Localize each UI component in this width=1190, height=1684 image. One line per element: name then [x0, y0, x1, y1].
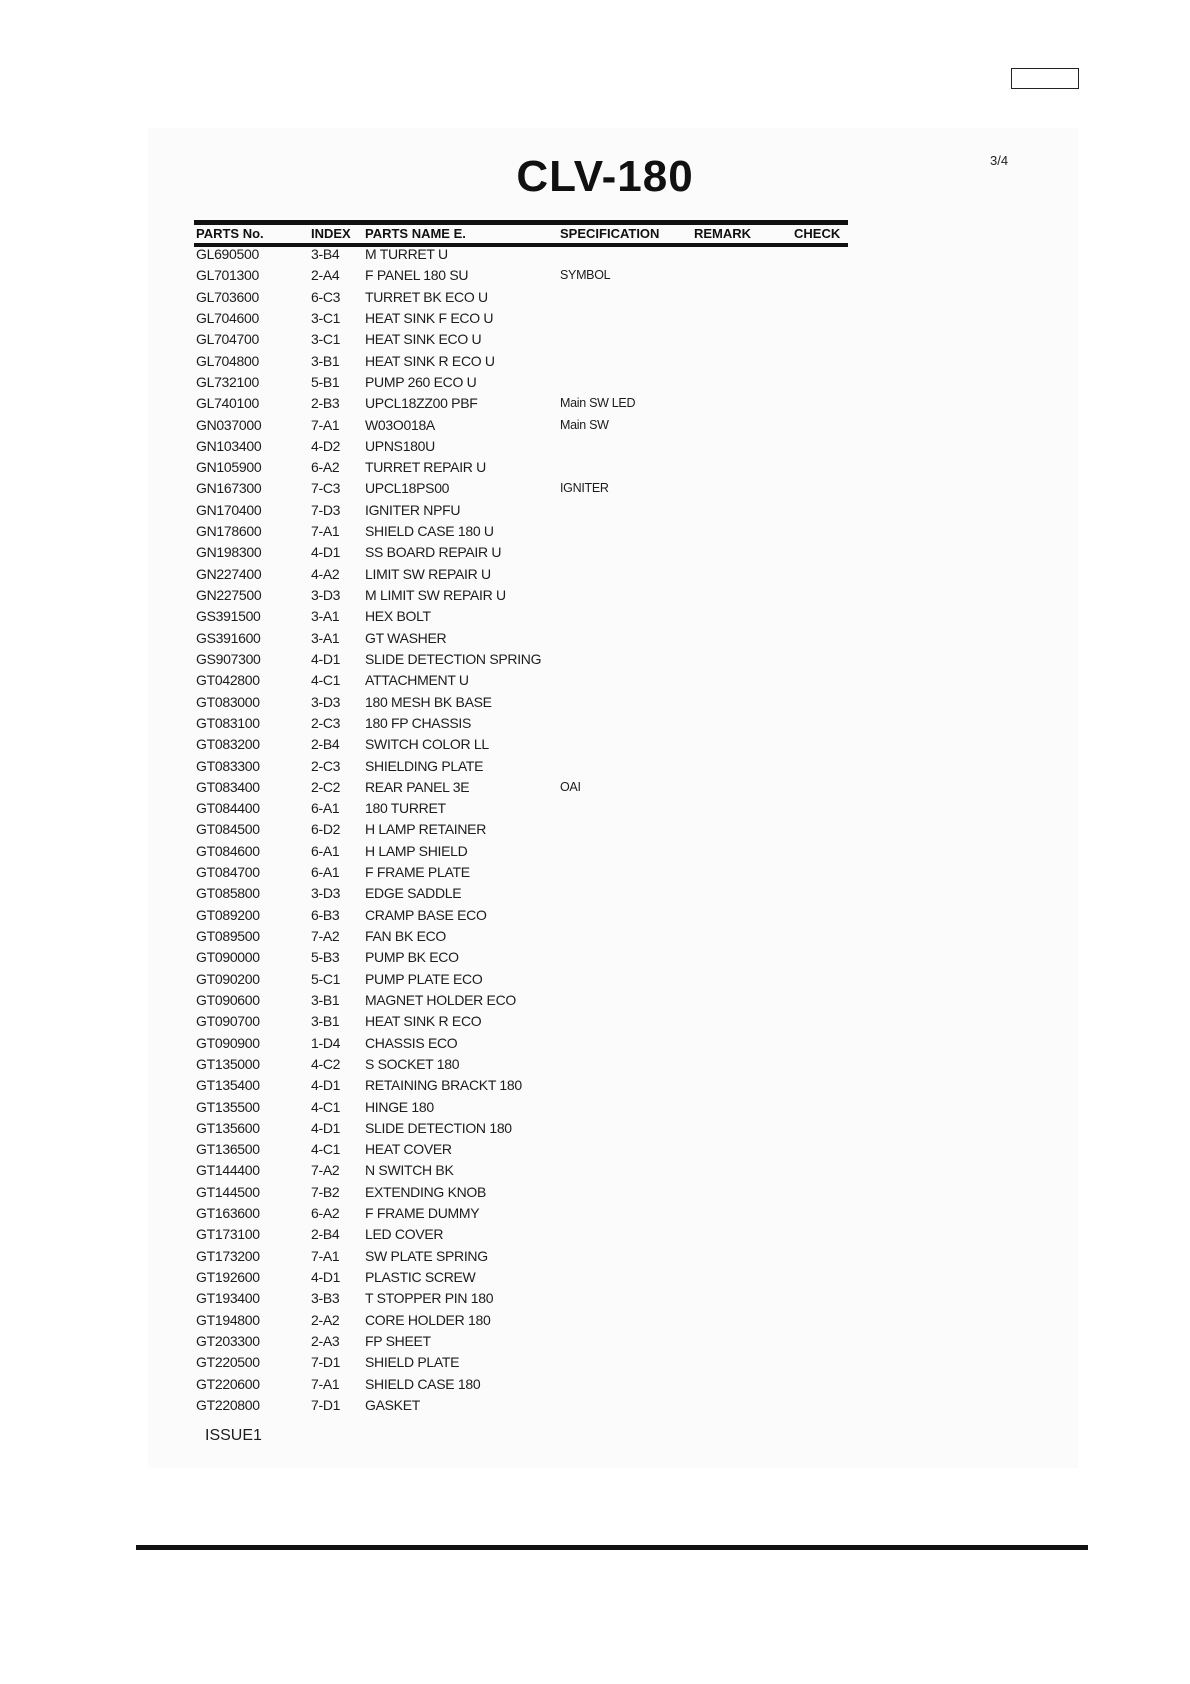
part-name: SHIELD PLATE	[365, 1354, 460, 1371]
table-row	[194, 862, 848, 883]
table-row	[194, 926, 848, 947]
index-cell: 4-D2	[311, 437, 341, 454]
table-row	[194, 564, 848, 585]
header-parts-name: PARTS NAME E.	[365, 226, 466, 241]
part-name: F PANEL 180 SU	[365, 267, 469, 284]
index-cell: 3-B4	[311, 246, 340, 262]
index-cell: 6-D2	[311, 821, 341, 838]
part-number: GT163600	[196, 1205, 260, 1222]
index-cell: 3-D3	[311, 885, 341, 902]
index-cell: 4-D1	[311, 544, 341, 561]
part-number: GT090200	[196, 970, 260, 987]
index-cell: 7-D1	[311, 1396, 341, 1413]
table-row	[194, 713, 848, 734]
part-name: LED COVER	[365, 1226, 444, 1243]
part-number: GT193400	[196, 1290, 260, 1307]
part-number: GL704800	[196, 352, 259, 369]
part-number: GT173200	[196, 1247, 260, 1264]
part-number: GS391600	[196, 629, 261, 646]
table-row	[194, 1395, 848, 1416]
index-cell: 4-C1	[311, 1098, 341, 1115]
index-cell: 3-D3	[311, 693, 341, 710]
part-number: GT220800	[196, 1396, 260, 1413]
part-name: REAR PANEL 3E	[365, 778, 470, 795]
part-name: TURRET BK ECO U	[365, 288, 488, 305]
footer-rule	[136, 1545, 1088, 1550]
index-cell: 1-D4	[311, 1034, 341, 1051]
table-row	[194, 478, 848, 499]
index-cell: 7-C3	[311, 480, 341, 497]
part-name: RETAINING BRACKT 180	[365, 1077, 522, 1094]
part-number: GT084500	[196, 821, 260, 838]
table-row	[194, 436, 848, 457]
part-number: GN227500	[196, 587, 262, 603]
specification-cell: OAI	[560, 779, 581, 794]
part-name: MAGNET HOLDER ECO	[365, 991, 516, 1008]
index-cell: 7-B2	[311, 1183, 340, 1200]
table-row	[194, 521, 848, 542]
index-cell: 3-B1	[311, 352, 340, 369]
index-cell: 3-A1	[311, 629, 340, 646]
table-row	[194, 1054, 848, 1075]
table-row	[194, 500, 848, 521]
part-number: GN170400	[196, 501, 262, 518]
part-number: GL703600	[196, 288, 259, 305]
index-cell: 7-A2	[311, 928, 340, 944]
specification-cell: Main SW LED	[560, 396, 636, 411]
index-cell: 3-A1	[311, 608, 340, 625]
table-row	[194, 841, 848, 862]
table-row	[194, 1203, 848, 1224]
part-number: GT090900	[196, 1034, 260, 1051]
part-number: GL740100	[196, 395, 259, 412]
part-name: EXTENDING KNOB	[365, 1183, 487, 1200]
part-name: M TURRET U	[365, 246, 448, 262]
table-row	[194, 1288, 848, 1309]
page-number: 3/4	[990, 153, 1009, 168]
part-number: GL704700	[196, 331, 259, 348]
index-cell: 4-D1	[311, 1119, 341, 1136]
part-name: SS BOARD REPAIR U	[365, 544, 502, 561]
specification-cell: Main SW	[560, 417, 609, 432]
part-name: HEAT SINK R ECO	[365, 1013, 482, 1030]
index-cell: 2-B3	[311, 395, 340, 412]
part-name: ATTACHMENT U	[365, 672, 469, 689]
part-name: UPCL18PS00	[365, 480, 450, 497]
part-number: GL732100	[196, 373, 259, 390]
index-cell: 4-D1	[311, 1077, 341, 1094]
table-row	[194, 1182, 848, 1203]
part-number: GT220600	[196, 1375, 260, 1392]
table-row	[194, 1310, 848, 1331]
part-name: CORE HOLDER 180	[365, 1311, 491, 1328]
index-cell: 5-C1	[311, 970, 341, 987]
part-name: 180 TURRET	[365, 800, 446, 817]
table-row	[194, 756, 848, 777]
index-cell: 3-D3	[311, 587, 341, 603]
table-row	[194, 1097, 848, 1118]
table-row	[194, 947, 848, 968]
index-cell: 5-B1	[311, 373, 340, 390]
index-cell: 5-B3	[311, 949, 340, 966]
index-cell: 6-A1	[311, 842, 340, 859]
part-number: GN227400	[196, 565, 262, 582]
part-name: T STOPPER PIN 180	[365, 1290, 494, 1307]
part-name: H LAMP SHIELD	[365, 842, 468, 859]
index-cell: 7-A1	[311, 416, 340, 433]
part-number: GT083200	[196, 736, 260, 753]
part-number: GN037000	[196, 416, 262, 433]
index-cell: 2-A3	[311, 1332, 340, 1349]
specification-cell: IGNITER	[560, 481, 609, 496]
index-cell: 2-C3	[311, 757, 341, 774]
index-cell: 2-A2	[311, 1311, 340, 1328]
part-number: GT135000	[196, 1055, 260, 1072]
index-cell: 7-D1	[311, 1354, 341, 1371]
part-name: HEAT COVER	[365, 1141, 452, 1158]
part-name: HINGE 180	[365, 1098, 434, 1115]
index-cell: 4-C1	[311, 1141, 341, 1158]
table-row	[194, 265, 848, 286]
index-cell: 4-A2	[311, 565, 340, 582]
part-number: GT089200	[196, 906, 260, 923]
index-cell: 7-A1	[311, 523, 340, 540]
index-cell: 2-C2	[311, 778, 341, 795]
part-number: GT083100	[196, 714, 260, 731]
table-row	[194, 329, 848, 350]
index-cell: 2-A4	[311, 267, 340, 284]
header-index: INDEX	[311, 226, 351, 241]
part-number: GT084700	[196, 864, 260, 881]
index-cell: 2-C3	[311, 714, 341, 731]
table-row	[194, 1139, 848, 1160]
part-name: SHIELDING PLATE	[365, 757, 484, 774]
table-row	[194, 883, 848, 904]
table-row	[194, 1352, 848, 1373]
part-number: GT083300	[196, 757, 260, 774]
part-number: GT136500	[196, 1141, 260, 1158]
table-row	[194, 777, 848, 798]
part-name: HEAT SINK R ECO U	[365, 352, 495, 369]
part-name: GT WASHER	[365, 629, 447, 646]
index-cell: 2-B4	[311, 1226, 340, 1243]
part-number: GN105900	[196, 459, 262, 476]
table-header	[194, 226, 848, 243]
part-number: GT085800	[196, 885, 260, 902]
part-name: SLIDE DETECTION SPRING	[365, 650, 542, 667]
part-number: GT084600	[196, 842, 260, 859]
part-number: GT135400	[196, 1077, 260, 1094]
table-row	[194, 1267, 848, 1288]
part-name: FP SHEET	[365, 1332, 431, 1349]
table-row	[194, 1246, 848, 1267]
part-name: PLASTIC SCREW	[365, 1269, 476, 1285]
part-number: GN198300	[196, 544, 262, 561]
index-cell: 4-D1	[311, 1269, 341, 1285]
part-number: GT144400	[196, 1162, 260, 1179]
parts-table-body	[194, 244, 848, 1416]
part-name: TURRET REPAIR U	[365, 459, 486, 476]
part-name: PUMP 260 ECO U	[365, 373, 477, 390]
part-number: GT090000	[196, 949, 260, 966]
table-row	[194, 670, 848, 691]
table-row	[194, 415, 848, 436]
index-cell: 4-C2	[311, 1055, 341, 1072]
part-name: SHIELD CASE 180	[365, 1375, 481, 1392]
index-cell: 6-B3	[311, 906, 340, 923]
table-row	[194, 1224, 848, 1245]
index-cell: 6-A1	[311, 800, 340, 817]
part-name: H LAMP RETAINER	[365, 821, 487, 838]
table-row	[194, 1160, 848, 1181]
part-number: GT084400	[196, 800, 260, 817]
index-cell: 6-C3	[311, 288, 341, 305]
index-cell: 2-B4	[311, 736, 340, 753]
part-name: SW PLATE SPRING	[365, 1247, 488, 1264]
part-name: SLIDE DETECTION 180	[365, 1119, 512, 1136]
part-number: GN103400	[196, 437, 262, 454]
part-name: HEAT SINK F ECO U	[365, 309, 494, 326]
part-name: FAN BK ECO	[365, 928, 447, 944]
index-cell: 6-A2	[311, 459, 340, 476]
part-name: HEX BOLT	[365, 608, 431, 625]
part-number: GT220500	[196, 1354, 260, 1371]
part-name: N SWITCH BK	[365, 1162, 454, 1179]
part-name: 180 MESH BK BASE	[365, 693, 492, 710]
index-cell: 7-D3	[311, 501, 341, 518]
index-cell: 7-A1	[311, 1375, 340, 1392]
part-name: M LIMIT SW REPAIR U	[365, 587, 506, 603]
table-row	[194, 287, 848, 308]
index-cell: 3-B1	[311, 1013, 340, 1030]
issue-label: ISSUE1	[205, 1427, 262, 1444]
table-row	[194, 457, 848, 478]
part-number: GT090700	[196, 1013, 260, 1030]
part-number: GT089500	[196, 928, 260, 944]
part-number: GS391500	[196, 608, 261, 625]
part-name: SWITCH COLOR LL	[365, 736, 489, 753]
part-number: GT144500	[196, 1183, 260, 1200]
part-name: SHIELD CASE 180 U	[365, 523, 494, 540]
part-number: GL704600	[196, 309, 259, 326]
part-name: HEAT SINK ECO U	[365, 331, 482, 348]
index-cell: 3-C1	[311, 309, 341, 326]
table-row	[194, 372, 848, 393]
part-number: GT194800	[196, 1311, 260, 1328]
header-specification: SPECIFICATION	[560, 226, 660, 241]
part-number: GT192600	[196, 1269, 260, 1285]
part-number: GT173100	[196, 1226, 260, 1243]
part-name: EDGE SADDLE	[365, 885, 462, 902]
part-number: GS907300	[196, 650, 261, 667]
table-row	[194, 649, 848, 670]
index-cell: 4-D1	[311, 650, 341, 667]
header-check: CHECK	[794, 226, 841, 241]
part-number: GT042800	[196, 672, 260, 689]
part-name: CHASSIS ECO	[365, 1034, 458, 1051]
part-name: CRAMP BASE ECO	[365, 906, 487, 923]
index-cell: 7-A2	[311, 1162, 340, 1179]
table-row	[194, 692, 848, 713]
table-row	[194, 244, 848, 265]
part-name: F FRAME PLATE	[365, 864, 470, 881]
table-row	[194, 1331, 848, 1352]
index-cell: 3-C1	[311, 331, 341, 348]
part-name: W03O018A	[365, 416, 435, 433]
table-row	[194, 308, 848, 329]
part-number: GT203300	[196, 1332, 260, 1349]
table-row	[194, 819, 848, 840]
part-name: PUMP PLATE ECO	[365, 970, 483, 987]
part-number: GT135600	[196, 1119, 260, 1136]
part-name: F FRAME DUMMY	[365, 1205, 480, 1222]
table-row	[194, 969, 848, 990]
table-row	[194, 1011, 848, 1032]
table-row	[194, 734, 848, 755]
part-number: GT083000	[196, 693, 260, 710]
part-name: IGNITER NPFU	[365, 501, 461, 518]
index-cell: 7-A1	[311, 1247, 340, 1264]
part-number: GL690500	[196, 246, 259, 262]
table-row	[194, 798, 848, 819]
header-part-no: PARTS No.	[196, 226, 264, 241]
part-number: GN178600	[196, 523, 262, 540]
table-row	[194, 990, 848, 1011]
part-number: GN167300	[196, 480, 262, 497]
table-row	[194, 628, 848, 649]
table-row	[194, 606, 848, 627]
index-cell: 6-A1	[311, 864, 340, 881]
table-row	[194, 1033, 848, 1054]
index-cell: 3-B1	[311, 991, 340, 1008]
part-name: GASKET	[365, 1396, 420, 1413]
part-number: GT090600	[196, 991, 260, 1008]
table-row	[194, 542, 848, 563]
index-cell: 3-B3	[311, 1290, 340, 1307]
document-title: CLV-180	[516, 152, 694, 201]
table-row	[194, 1075, 848, 1096]
table-row	[194, 351, 848, 372]
part-name: LIMIT SW REPAIR U	[365, 565, 491, 582]
specification-cell: SYMBOL	[560, 268, 611, 283]
part-name: S SOCKET 180	[365, 1055, 460, 1072]
index-cell: 6-A2	[311, 1205, 340, 1222]
corner-box	[1011, 68, 1079, 89]
header-rule-top	[194, 220, 848, 225]
table-row	[194, 1118, 848, 1139]
table-row	[194, 1374, 848, 1395]
part-name: UPNS180U	[365, 437, 435, 454]
table-row	[194, 905, 848, 926]
part-number: GL701300	[196, 267, 259, 284]
part-number: GT083400	[196, 778, 260, 795]
part-name: PUMP BK ECO	[365, 949, 459, 966]
part-number: GT135500	[196, 1098, 260, 1115]
index-cell: 4-C1	[311, 672, 341, 689]
part-name: UPCL18ZZ00 PBF	[365, 395, 478, 412]
header-remark: REMARK	[694, 226, 752, 241]
table-row	[194, 585, 848, 606]
part-name: 180 FP CHASSIS	[365, 714, 472, 731]
table-row	[194, 393, 848, 414]
